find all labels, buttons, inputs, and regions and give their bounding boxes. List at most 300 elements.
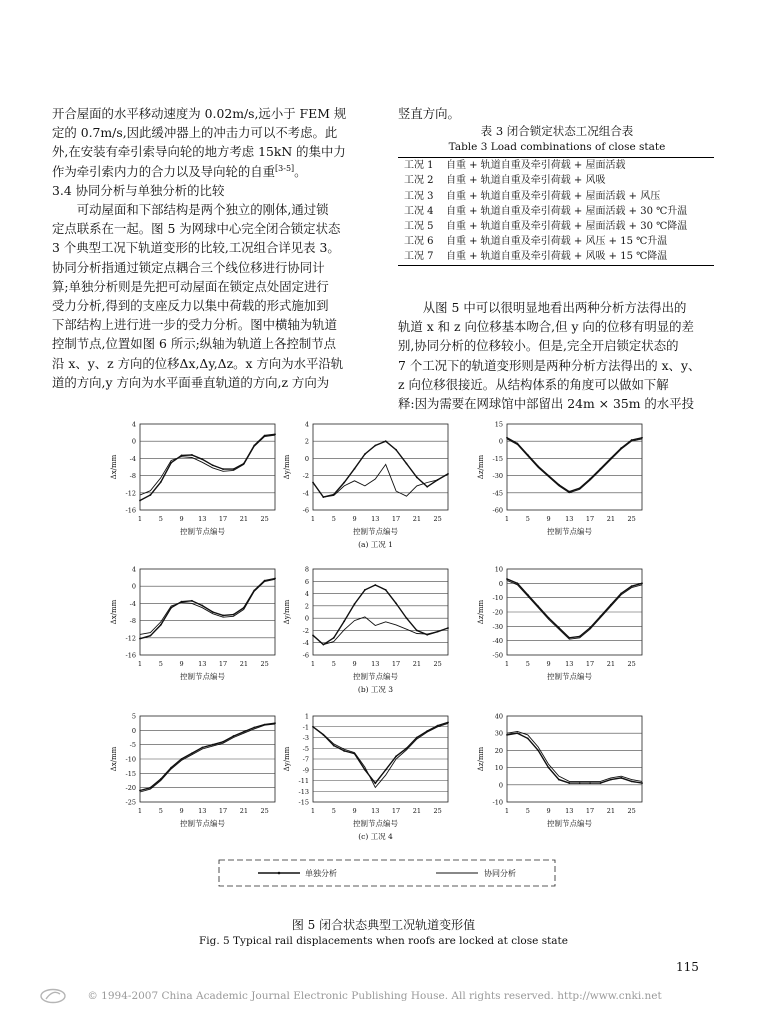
table-caption-en: Table 3 Load combinations of close state bbox=[448, 141, 666, 154]
x-tick-label: 9 bbox=[546, 807, 551, 815]
x-tick-label: 25 bbox=[260, 807, 269, 815]
subplot-7 bbox=[110, 713, 276, 829]
text-line: 下部结构上进行进一步的受力分析。图中横轴为轨道 bbox=[52, 317, 337, 333]
x-tick-label: 5 bbox=[158, 807, 163, 815]
subplot-2 bbox=[283, 421, 449, 550]
case-cell: 工况 2 bbox=[404, 175, 434, 187]
y-tick-label: -2 bbox=[302, 626, 309, 635]
y-tick-label: -12 bbox=[125, 634, 136, 643]
subfigure-label: (a) 工况 1 bbox=[358, 540, 393, 549]
y-tick-label: 6 bbox=[304, 577, 309, 586]
text-line: 可动屋面和下部结构是两个独立的刚体,通过锁 bbox=[52, 202, 329, 218]
y-tick-label: 0 bbox=[498, 781, 503, 790]
x-tick-label: 1 bbox=[310, 515, 316, 523]
y-axis-label: Δx/mm bbox=[110, 454, 118, 480]
x-tick-label: 13 bbox=[371, 660, 380, 668]
table-row bbox=[398, 234, 714, 249]
y-tick-label: 0 bbox=[131, 437, 136, 446]
y-axis-label: Δx/mm bbox=[110, 746, 118, 772]
x-tick-label: 25 bbox=[433, 515, 442, 523]
data-point bbox=[506, 734, 508, 736]
text-line: 从图 5 中可以很明显地看出两种分析方法得出的 bbox=[398, 300, 687, 315]
x-tick-label: 1 bbox=[137, 515, 143, 523]
x-tick-label: 9 bbox=[352, 515, 357, 523]
y-tick-label: -30 bbox=[492, 622, 503, 631]
x-tick-label: 13 bbox=[371, 807, 380, 815]
data-point bbox=[160, 624, 162, 626]
x-tick-label: 17 bbox=[218, 660, 228, 668]
y-tick-label: -6 bbox=[302, 506, 309, 515]
series-line-single bbox=[140, 434, 275, 500]
x-tick-label: 21 bbox=[239, 807, 248, 815]
data-point bbox=[343, 620, 345, 622]
data-point bbox=[343, 750, 345, 752]
x-tick-label: 9 bbox=[352, 807, 357, 815]
data-point bbox=[558, 779, 560, 781]
text-line: 别,协同分析的位移较小。但是,完全开启锁定状态的 bbox=[398, 338, 679, 354]
y-tick-label: -8 bbox=[129, 472, 136, 481]
data-point bbox=[589, 782, 591, 784]
legend bbox=[219, 860, 555, 886]
y-tick-label: 0 bbox=[498, 437, 503, 446]
table-row bbox=[398, 204, 714, 219]
y-tick-label: -4 bbox=[302, 489, 309, 498]
combination-cell: 自重 + 轨道自重及牵引荷载 + 风压 + 15 ℃升温 bbox=[446, 236, 668, 248]
legend-marker-single bbox=[278, 872, 281, 875]
x-tick-label: 5 bbox=[158, 660, 163, 668]
text-line: 轨道 x 和 z 向位移基本吻合,但 y 向的位移有明显的差 bbox=[398, 319, 694, 335]
x-tick-label: 21 bbox=[412, 807, 421, 815]
y-axis-label: Δz/mm bbox=[477, 746, 485, 772]
y-tick-label: 30 bbox=[494, 729, 503, 738]
x-tick-label: 17 bbox=[218, 515, 228, 523]
y-tick-label: 0 bbox=[304, 454, 309, 463]
subplot-5 bbox=[283, 566, 449, 695]
x-tick-label: 9 bbox=[546, 660, 551, 668]
y-tick-label: 15 bbox=[494, 420, 503, 429]
subplot-1 bbox=[110, 421, 276, 537]
data-point bbox=[537, 750, 539, 752]
x-axis-label: 控制节点编号 bbox=[547, 527, 592, 536]
data-point bbox=[406, 617, 408, 619]
y-tick-label: -10 bbox=[492, 798, 503, 807]
combination-cell: 自重 + 轨道自重及牵引荷载 + 屋面活载 + 30 ℃降温 bbox=[446, 221, 688, 233]
text-line: 3 个典型工况下轨道变形的比较,工况组合详见表 3。 bbox=[52, 240, 340, 256]
y-axis-label: Δz/mm bbox=[477, 454, 485, 480]
table-row bbox=[398, 158, 714, 174]
y-tick-label: -16 bbox=[125, 506, 136, 515]
data-point bbox=[568, 782, 570, 784]
x-tick-label: 1 bbox=[137, 807, 143, 815]
x-tick-label: 5 bbox=[331, 807, 336, 815]
x-axis-label: 控制节点编号 bbox=[353, 819, 398, 828]
data-point bbox=[579, 782, 581, 784]
x-tick-label: 17 bbox=[585, 515, 595, 523]
data-point bbox=[506, 437, 508, 439]
data-point bbox=[139, 638, 141, 640]
data-point bbox=[364, 589, 366, 591]
data-point bbox=[149, 494, 151, 496]
y-tick-label: -7 bbox=[302, 755, 309, 764]
text-line-tail: 。 bbox=[294, 163, 307, 179]
data-point bbox=[516, 732, 518, 734]
subfigure-label: (c) 工况 4 bbox=[358, 832, 393, 841]
x-tick-label: 25 bbox=[627, 515, 636, 523]
x-tick-label: 9 bbox=[179, 807, 184, 815]
text-line: 道的方向,y 方向为水平面垂直轨道的方向,z 方向为 bbox=[52, 374, 330, 390]
table-row bbox=[398, 219, 714, 234]
y-tick-label: -5 bbox=[302, 744, 309, 753]
data-point bbox=[149, 635, 151, 637]
data-point bbox=[610, 779, 612, 781]
series-line-single bbox=[313, 441, 448, 497]
data-point bbox=[374, 445, 376, 447]
y-tick-label: 1 bbox=[304, 712, 309, 721]
data-point bbox=[160, 481, 162, 483]
data-point bbox=[212, 611, 214, 613]
y-tick-label: 4 bbox=[304, 590, 309, 599]
subplot-6 bbox=[477, 566, 643, 682]
series-line-single bbox=[313, 585, 448, 645]
data-point bbox=[395, 603, 397, 605]
y-tick-label: -16 bbox=[125, 651, 136, 660]
x-tick-label: 25 bbox=[260, 660, 269, 668]
data-point bbox=[385, 769, 387, 771]
y-tick-label: -8 bbox=[129, 617, 136, 626]
y-tick-label: -20 bbox=[492, 608, 503, 617]
x-tick-label: 9 bbox=[352, 660, 357, 668]
y-tick-label: -40 bbox=[492, 637, 503, 646]
y-tick-label: -15 bbox=[125, 769, 136, 778]
series-line-single bbox=[507, 438, 642, 492]
x-axis-label: 控制节点编号 bbox=[547, 672, 592, 681]
data-point bbox=[253, 727, 255, 729]
y-tick-label: -15 bbox=[298, 798, 309, 807]
text-line: 定的 0.7m/s,因此缓冲器上的冲击力可以不考虑。此 bbox=[52, 125, 338, 141]
data-point bbox=[631, 585, 633, 587]
data-point bbox=[374, 782, 376, 784]
y-axis-label: Δz/mm bbox=[477, 599, 485, 625]
x-tick-label: 25 bbox=[627, 807, 636, 815]
table-caption: 表 3 闭合锁定状态工况组合表 bbox=[480, 124, 634, 139]
y-tick-label: -15 bbox=[492, 454, 503, 463]
data-point bbox=[233, 614, 235, 616]
data-point bbox=[641, 782, 643, 784]
y-axis-label: Δy/mm bbox=[283, 599, 291, 625]
x-tick-label: 13 bbox=[371, 515, 380, 523]
data-point bbox=[385, 589, 387, 591]
plot-frame bbox=[140, 424, 275, 510]
x-tick-label: 25 bbox=[627, 660, 636, 668]
x-axis-label: 控制节点编号 bbox=[180, 819, 225, 828]
y-tick-label: -60 bbox=[492, 506, 503, 515]
subplot-9 bbox=[477, 713, 643, 829]
data-point bbox=[641, 582, 643, 584]
text-line: z 向位移很接近。从结构体系的角度可以做如下解 bbox=[398, 376, 669, 392]
x-tick-label: 1 bbox=[504, 807, 510, 815]
data-point bbox=[395, 755, 397, 757]
x-tick-label: 17 bbox=[391, 515, 401, 523]
x-tick-label: 21 bbox=[606, 807, 615, 815]
right-column-top bbox=[398, 104, 716, 266]
series-line-coupled bbox=[313, 464, 448, 497]
x-tick-label: 21 bbox=[606, 515, 615, 523]
case-cell: 工况 6 bbox=[404, 236, 434, 248]
figure-caption: 图 5 闭合状态典型工况轨道变形值 bbox=[291, 918, 476, 932]
y-tick-label: -10 bbox=[492, 594, 503, 603]
y-tick-label: -12 bbox=[125, 489, 136, 498]
x-tick-label: 9 bbox=[179, 660, 184, 668]
y-tick-label: 0 bbox=[131, 726, 136, 735]
y-tick-label: 10 bbox=[494, 764, 503, 773]
y-tick-label: 0 bbox=[304, 614, 309, 623]
x-tick-label: 17 bbox=[585, 807, 595, 815]
data-point bbox=[139, 790, 141, 792]
x-tick-label: 17 bbox=[585, 660, 595, 668]
y-axis-label: Δy/mm bbox=[283, 746, 291, 772]
y-tick-label: 8 bbox=[304, 565, 309, 574]
x-tick-label: 1 bbox=[137, 660, 143, 668]
text-line: 受力分析,得到的支座反力以集中荷载的形式施加到 bbox=[52, 298, 329, 314]
x-tick-label: 9 bbox=[179, 515, 184, 523]
data-point bbox=[631, 780, 633, 782]
x-tick-label: 1 bbox=[504, 515, 510, 523]
footer bbox=[40, 988, 740, 1004]
data-point bbox=[212, 464, 214, 466]
y-tick-label: 20 bbox=[494, 746, 503, 755]
text-line: 沿 x、y、z 方向的位移Δx,Δy,Δz。x 方向为水平沿轨 bbox=[52, 355, 344, 371]
text-line: 7 个工况下的轨道变形则是两种分析方法得出的 x、y、 bbox=[398, 357, 701, 373]
x-tick-label: 21 bbox=[239, 660, 248, 668]
plot-frame bbox=[140, 569, 275, 655]
y-tick-label: -30 bbox=[492, 472, 503, 481]
y-tick-label: -13 bbox=[298, 787, 309, 796]
y-tick-label: -9 bbox=[302, 766, 309, 775]
text-line: 算;单独分析则是先把可动屋面在锁定点处固定进行 bbox=[52, 278, 329, 294]
data-point bbox=[201, 605, 203, 607]
data-point bbox=[395, 449, 397, 451]
x-tick-label: 5 bbox=[525, 660, 530, 668]
combination-cell: 自重 + 轨道自重及牵引荷载 + 风吸 bbox=[446, 175, 606, 187]
y-tick-label: -1 bbox=[302, 723, 309, 732]
plot-frame bbox=[313, 424, 448, 510]
y-tick-label: -6 bbox=[302, 651, 309, 660]
y-tick-label: 0 bbox=[498, 579, 503, 588]
combination-cell: 自重 + 轨道自重及牵引荷载 + 风吸 + 15 ℃降温 bbox=[446, 251, 668, 263]
x-axis-label: 控制节点编号 bbox=[353, 527, 398, 536]
text-line: 外,在安装有牵引索导向轮的地方考虑 15kN 的集中力 bbox=[52, 144, 346, 160]
x-tick-label: 13 bbox=[198, 515, 207, 523]
subplot-8 bbox=[283, 713, 449, 842]
x-axis-label: 控制节点编号 bbox=[180, 672, 225, 681]
y-tick-label: 10 bbox=[494, 565, 503, 574]
table-row bbox=[398, 249, 714, 265]
table-row bbox=[398, 189, 714, 204]
figure-caption-en: Fig. 5 Typical rail displacements when roofs are locked at close state bbox=[198, 935, 568, 947]
subplot-4 bbox=[110, 566, 276, 682]
y-axis-label: Δx/mm bbox=[110, 599, 118, 625]
data-point bbox=[191, 454, 193, 456]
y-tick-label: -2 bbox=[302, 472, 309, 481]
case-cell: 工况 5 bbox=[404, 221, 434, 233]
data-point bbox=[426, 486, 428, 488]
y-tick-label: 5 bbox=[131, 712, 136, 721]
x-tick-label: 25 bbox=[433, 807, 442, 815]
text-line-part: 作为牵引索内力的合力以及导向轮的自重 bbox=[52, 163, 276, 179]
subfigure-label: (b) 工况 3 bbox=[357, 685, 394, 694]
x-axis-label: 控制节点编号 bbox=[547, 819, 592, 828]
text-line: 定点联系在一起。图 5 为网球中心完全闭合锁定状态 bbox=[52, 221, 341, 237]
section-heading: 3.4 协同分析与单独分析的比较 bbox=[52, 182, 225, 198]
x-tick-label: 13 bbox=[565, 807, 574, 815]
y-tick-label: 4 bbox=[131, 565, 136, 574]
data-point bbox=[333, 745, 335, 747]
plot-frame bbox=[507, 716, 642, 802]
data-point bbox=[416, 476, 418, 478]
data-point bbox=[364, 453, 366, 455]
x-tick-label: 25 bbox=[433, 660, 442, 668]
y-tick-label: -4 bbox=[129, 599, 136, 608]
x-tick-label: 17 bbox=[218, 807, 228, 815]
data-point bbox=[385, 440, 387, 442]
data-point bbox=[354, 603, 356, 605]
citation: [3-5] bbox=[275, 163, 295, 173]
text-line: 竖直方向。 bbox=[398, 106, 460, 121]
series-line-coupled bbox=[507, 581, 642, 640]
x-axis-label: 控制节点编号 bbox=[353, 672, 398, 681]
data-point bbox=[641, 437, 643, 439]
x-tick-label: 21 bbox=[412, 515, 421, 523]
legend-label-coupled: 协同分析 bbox=[484, 869, 516, 878]
data-point bbox=[516, 582, 518, 584]
text-line: 控制节点,位置如图 6 所示;纵轴为轨道上各控制节点 bbox=[52, 336, 337, 352]
left-column bbox=[52, 104, 374, 392]
y-tick-label: -11 bbox=[298, 777, 309, 785]
x-tick-label: 21 bbox=[412, 660, 421, 668]
y-tick-label: -25 bbox=[125, 798, 136, 807]
data-point bbox=[406, 463, 408, 465]
y-tick-label: -50 bbox=[492, 651, 503, 660]
combination-cell: 自重 + 轨道自重及牵引荷载 + 屋面活载 + 30 ℃升温 bbox=[446, 205, 688, 217]
data-point bbox=[506, 578, 508, 580]
case-cell: 工况 1 bbox=[404, 160, 434, 172]
series-line-coupled bbox=[140, 724, 275, 792]
footer-text: © 1994-2007 China Academic Journal Electronic Publishing House. All rights reserved. http://www.cnki.net bbox=[87, 990, 662, 1002]
x-tick-label: 13 bbox=[565, 660, 574, 668]
data-point bbox=[548, 767, 550, 769]
figure-5 bbox=[0, 418, 767, 914]
legend-label-single: 单独分析 bbox=[305, 869, 337, 878]
data-point bbox=[191, 600, 193, 602]
series-line-coupled bbox=[313, 724, 448, 788]
data-point bbox=[333, 637, 335, 639]
data-point bbox=[600, 782, 602, 784]
x-tick-label: 21 bbox=[239, 515, 248, 523]
y-tick-label: 0 bbox=[131, 582, 136, 591]
plot-frame bbox=[507, 424, 642, 510]
series-line-single bbox=[507, 733, 642, 783]
data-point bbox=[201, 747, 203, 749]
x-tick-label: 5 bbox=[525, 807, 530, 815]
text-line: 协同分析指通过锁定点耦合三个线位移进行协同计 bbox=[52, 259, 325, 275]
case-cell: 工况 7 bbox=[404, 251, 434, 263]
data-point bbox=[201, 458, 203, 460]
data-point bbox=[620, 777, 622, 779]
cnki-logo-icon bbox=[40, 988, 66, 1004]
y-tick-label: -10 bbox=[125, 755, 136, 764]
data-point bbox=[243, 731, 245, 733]
data-point bbox=[527, 737, 529, 739]
series-line-single bbox=[507, 579, 642, 638]
text-line: 开合屋面的水平移动速度为 0.02m/s,远小于 FEM 规 bbox=[52, 106, 347, 121]
combination-cell: 自重 + 轨道自重及牵引荷载 + 屋面活载 bbox=[446, 160, 626, 172]
x-tick-label: 25 bbox=[260, 515, 269, 523]
data-point bbox=[222, 615, 224, 617]
data-point bbox=[447, 722, 449, 724]
x-tick-label: 13 bbox=[198, 807, 207, 815]
x-axis-label: 控制节点编号 bbox=[180, 527, 225, 536]
x-tick-label: 13 bbox=[565, 515, 574, 523]
table-row bbox=[398, 173, 714, 188]
y-tick-label: 4 bbox=[131, 420, 136, 429]
x-tick-label: 17 bbox=[391, 660, 401, 668]
y-tick-label: -45 bbox=[492, 489, 503, 498]
data-point bbox=[233, 735, 235, 737]
y-tick-label: 40 bbox=[494, 712, 503, 721]
text-line bbox=[52, 162, 374, 181]
y-tick-label: -5 bbox=[129, 741, 136, 750]
text-line: 释:因为需要在网球馆中部留出 24m × 35m 的水平投 bbox=[398, 396, 694, 412]
combination-cell: 自重 + 轨道自重及牵引荷载 + 屋面活载 + 风压 bbox=[446, 190, 661, 202]
subplot-3 bbox=[477, 421, 643, 537]
x-tick-label: 13 bbox=[198, 660, 207, 668]
load-combination-table bbox=[398, 157, 714, 265]
right-column-bottom bbox=[398, 298, 716, 413]
x-tick-label: 9 bbox=[546, 515, 551, 523]
x-tick-label: 5 bbox=[158, 515, 163, 523]
series-line-coupled bbox=[313, 617, 448, 645]
x-tick-label: 1 bbox=[504, 660, 510, 668]
data-point bbox=[222, 468, 224, 470]
data-point bbox=[343, 482, 345, 484]
x-tick-label: 5 bbox=[331, 660, 336, 668]
page-number: 115 bbox=[676, 960, 699, 974]
data-point bbox=[416, 630, 418, 632]
y-tick-label: 4 bbox=[304, 420, 309, 429]
x-tick-label: 5 bbox=[525, 515, 530, 523]
data-point bbox=[374, 584, 376, 586]
y-tick-label: -4 bbox=[302, 639, 309, 648]
y-tick-label: 2 bbox=[304, 437, 309, 446]
data-point bbox=[181, 454, 183, 456]
data-point bbox=[139, 500, 141, 502]
series-line-single bbox=[140, 579, 275, 639]
x-tick-label: 5 bbox=[331, 515, 336, 523]
y-tick-label: 2 bbox=[304, 602, 309, 611]
y-tick-label: -4 bbox=[129, 454, 136, 463]
case-cell: 工况 4 bbox=[404, 205, 434, 217]
data-point bbox=[354, 468, 356, 470]
y-tick-label: -3 bbox=[302, 734, 309, 742]
case-cell: 工况 3 bbox=[404, 190, 434, 202]
x-tick-label: 1 bbox=[310, 807, 316, 815]
data-point bbox=[212, 744, 214, 746]
x-tick-label: 17 bbox=[391, 807, 401, 815]
x-tick-label: 1 bbox=[310, 660, 316, 668]
y-tick-label: -20 bbox=[125, 784, 136, 793]
x-tick-label: 21 bbox=[606, 660, 615, 668]
y-axis-label: Δy/mm bbox=[283, 454, 291, 480]
